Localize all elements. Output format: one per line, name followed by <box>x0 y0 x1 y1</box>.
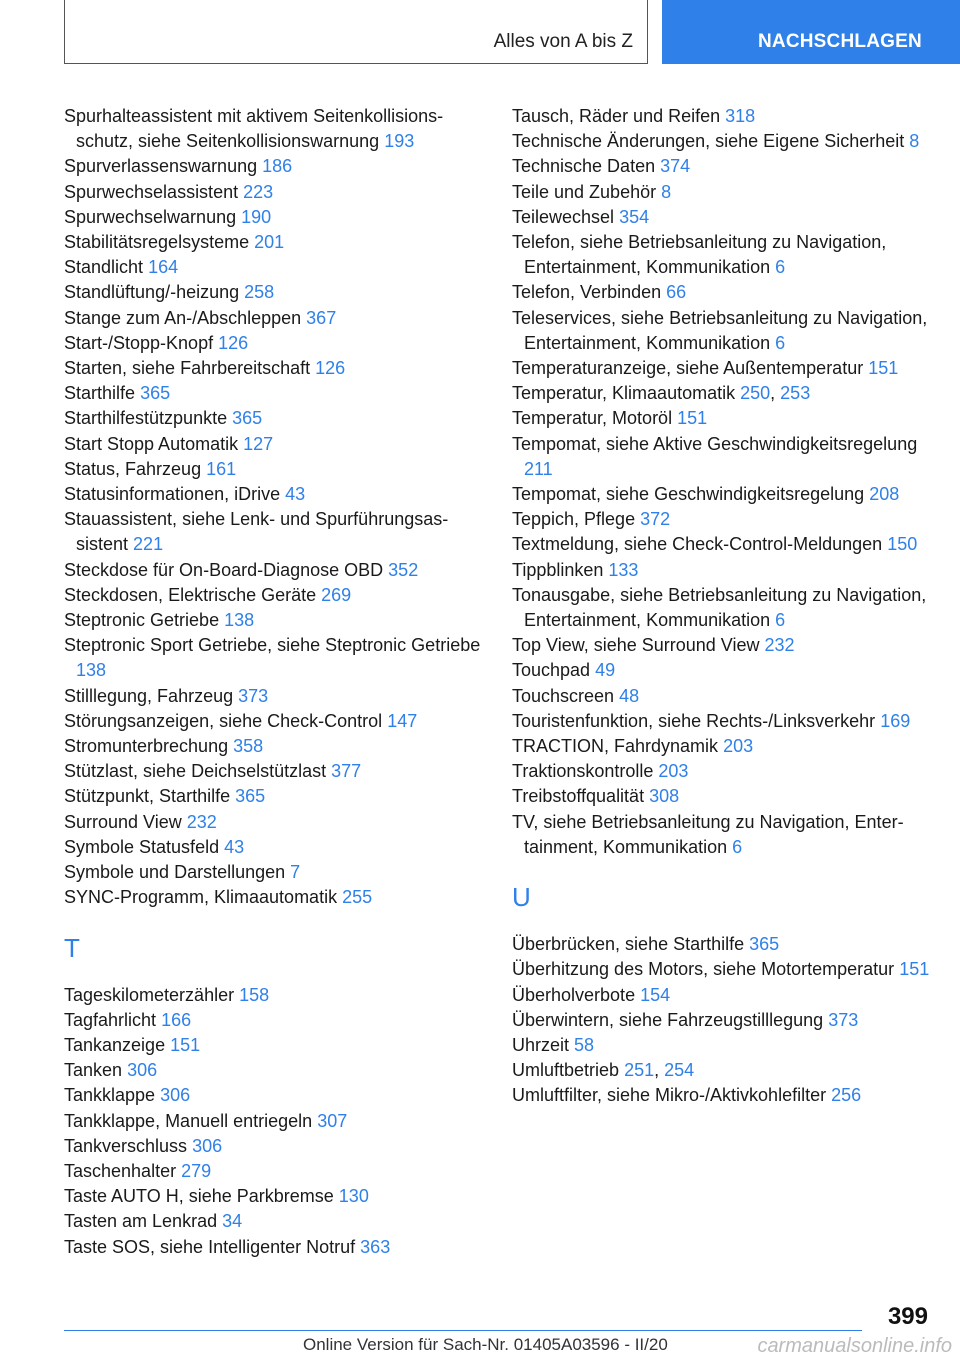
index-list-u <box>512 932 932 1108</box>
index-entry-term: Status, Fahrzeug <box>64 458 202 479</box>
page-reference-link[interactable]: 373 <box>828 1009 859 1030</box>
index-entry-term: Stauassistent, siehe Lenk- und Spurführungsassistent <box>64 509 449 555</box>
index-entry <box>64 983 494 1008</box>
page-reference-link[interactable]: 306 <box>127 1060 158 1081</box>
index-entry <box>64 1184 494 1209</box>
page-reference-link[interactable]: 358 <box>233 736 264 757</box>
index-entry <box>64 180 494 205</box>
index-entry-term: Stützlast, siehe Deichselstützlast <box>64 761 327 782</box>
page-reference-link[interactable]: 306 <box>160 1085 191 1106</box>
index-entry <box>64 734 494 759</box>
index-entry <box>64 457 494 482</box>
page-reference-link[interactable]: 201 <box>254 232 285 253</box>
page-reference-link[interactable]: 126 <box>218 332 249 353</box>
index-entry <box>64 432 494 457</box>
page-reference-link[interactable]: 169 <box>880 710 911 731</box>
page-reference-link[interactable]: 8 <box>909 131 920 152</box>
chapter-tab-label: NACHSCHLAGEN <box>758 31 922 52</box>
index-entry-term: Temperatur, Klimaautomatik <box>512 383 736 404</box>
index-entry <box>64 406 494 431</box>
index-entry <box>512 957 932 982</box>
index-entry <box>64 482 494 507</box>
index-entry-term: Tankklappe <box>64 1085 156 1106</box>
page-reference-link[interactable]: 161 <box>206 458 237 479</box>
page-reference-link[interactable]: 253 <box>780 383 811 404</box>
index-entry-term: Überholverbote <box>512 984 636 1005</box>
index-entry-term: Stange zum An-/Abschleppen <box>64 307 302 328</box>
index-entry-term: Tippblinken <box>512 559 604 580</box>
page-reference-link[interactable]: 164 <box>148 257 179 278</box>
index-entry-term: Starthilfestützpunkte <box>64 408 228 429</box>
page-reference-link[interactable]: 133 <box>608 559 639 580</box>
index-entry <box>64 205 494 230</box>
index-entry-term: Touristenfunktion, siehe Rechts-/Linksverkehr <box>512 710 876 731</box>
page-reference-link[interactable]: 43 <box>224 836 245 857</box>
page-reference-link[interactable]: 138 <box>76 660 107 681</box>
page-reference-link[interactable]: 126 <box>315 358 346 379</box>
page-reference-link[interactable]: 223 <box>243 181 274 202</box>
index-entry <box>512 810 932 860</box>
index-entry-term: Stützpunkt, Starthilfe <box>64 786 231 807</box>
index-entry-term: Überhitzung des Motors, siehe Motortemperatur <box>512 959 895 980</box>
index-entry-term: Symbole Statusfeld <box>64 836 220 857</box>
index-entry-term: Taschenhalter <box>64 1160 177 1181</box>
index-entry-term: Spurhalteassistent mit aktivem Seitenkollisionsschutz, siehe Seitenkollisionswarnung <box>64 106 444 152</box>
page-reference-link[interactable]: 6 <box>775 610 786 631</box>
index-entry-term: Teilewechsel <box>512 206 615 227</box>
index-entry <box>512 684 932 709</box>
page-reference-link[interactable]: 363 <box>360 1236 391 1257</box>
page-reference-link[interactable]: 166 <box>161 1009 192 1030</box>
index-entry <box>64 381 494 406</box>
page-reference-link[interactable]: 306 <box>192 1135 223 1156</box>
index-entry-term: SYNC-Programm, Klimaautomatik <box>64 887 338 908</box>
page-reference-link[interactable]: 374 <box>660 156 691 177</box>
page-reference-link[interactable]: 232 <box>186 811 217 832</box>
index-entry <box>512 482 932 507</box>
page-reference-link[interactable]: 58 <box>574 1034 595 1055</box>
index-entry-term: Standlüftung/-heizung <box>64 282 240 303</box>
index-entry-term: Temperatur, Motoröl <box>512 408 673 429</box>
index-entry <box>512 532 932 557</box>
index-entry <box>64 835 494 860</box>
page-reference-link[interactable]: 138 <box>224 610 255 631</box>
page-reference-link[interactable]: 49 <box>595 660 616 681</box>
page-reference-link[interactable]: 158 <box>239 984 270 1005</box>
index-entry <box>512 558 932 583</box>
page-reference-link[interactable]: 8 <box>661 181 672 202</box>
page-reference-link[interactable]: 258 <box>244 282 275 303</box>
page-reference-link[interactable]: 307 <box>317 1110 348 1131</box>
index-entry-term: Starten, siehe Fahrbereitschaft <box>64 358 311 379</box>
index-entry <box>512 129 932 154</box>
index-entry <box>512 658 932 683</box>
page-reference-link[interactable]: 256 <box>831 1085 862 1106</box>
index-entry-term: Überwintern, siehe Fahrzeugstilllegung <box>512 1009 824 1030</box>
index-entry <box>64 1058 494 1083</box>
page-reference-link[interactable]: 377 <box>331 761 362 782</box>
index-entry-term: Tankanzeige <box>64 1034 166 1055</box>
index-entry-term: Teppich, Pflege <box>512 509 636 530</box>
index-list-t <box>64 983 494 1260</box>
page-reference-link[interactable]: 43 <box>285 484 306 505</box>
index-entry <box>512 280 932 305</box>
index-entry-term: Steptronic Sport Getriebe, siehe Steptronic Getriebe <box>64 635 481 656</box>
index-entry <box>64 759 494 784</box>
page-reference-link[interactable]: 6 <box>775 257 786 278</box>
index-entry <box>64 255 494 280</box>
index-entry <box>512 1083 932 1108</box>
page-reference-link[interactable]: 365 <box>235 786 266 807</box>
index-entry-term: Treibstoffqualität <box>512 786 645 807</box>
index-entry <box>64 1235 494 1260</box>
page-reference-link[interactable]: 190 <box>241 206 272 227</box>
page-reference-link[interactable]: 255 <box>342 887 373 908</box>
chapter-tab[interactable] <box>662 0 960 64</box>
index-entry-term: Tonausgabe, siehe Betriebsanleitung zu Navigation, Entertainment, Kommunikation <box>512 584 927 631</box>
page-reference-link[interactable]: 251 <box>624 1060 655 1081</box>
page-reference-link[interactable]: 208 <box>869 484 900 505</box>
page-reference-link[interactable]: 365 <box>140 383 171 404</box>
index-entry-term: Tageskilometerzähler <box>64 984 235 1005</box>
watermark: carmanualsonline.info <box>757 1335 952 1357</box>
page-reference-link[interactable]: 373 <box>238 685 269 706</box>
index-entry <box>64 1209 494 1234</box>
index-entry-term: Taste AUTO H, siehe Parkbremse <box>64 1186 334 1207</box>
page-reference-link[interactable]: 279 <box>181 1160 212 1181</box>
index-entry <box>64 885 494 910</box>
index-entry-term: Traktionskontrolle <box>512 761 654 782</box>
index-entry-term: Touchpad <box>512 660 591 681</box>
page-reference-link[interactable]: 372 <box>640 509 671 530</box>
index-entry <box>512 180 932 205</box>
section-title: Alles von A bis Z <box>493 31 633 52</box>
index-entry-term: Technische Daten <box>512 156 656 177</box>
index-entry-term: Stromunterbrechung <box>64 736 229 757</box>
index-entry-term: Teile und Zubehör <box>512 181 657 202</box>
index-entry <box>64 306 494 331</box>
index-entry-term: Symbole und Darstellungen <box>64 862 286 883</box>
index-entry <box>64 633 494 683</box>
index-entry <box>512 633 932 658</box>
page-reference-link[interactable]: 352 <box>388 559 419 580</box>
index-entry <box>64 1008 494 1033</box>
page-reference-link[interactable]: 193 <box>384 131 415 152</box>
index-entry <box>512 230 932 280</box>
page-reference-link[interactable]: 232 <box>764 635 795 656</box>
index-list-t-continued <box>512 104 932 860</box>
index-entry <box>512 507 932 532</box>
index-entry-term: Start Stopp Automatik <box>64 433 239 454</box>
index-entry <box>64 104 494 154</box>
page-reference-link[interactable]: 150 <box>887 534 918 555</box>
index-entry <box>64 1033 494 1058</box>
page-reference-link[interactable]: 48 <box>619 685 640 706</box>
index-entry-term: Tempomat, siehe Geschwindigkeitsregelung <box>512 484 865 505</box>
index-entry <box>64 1159 494 1184</box>
index-entry <box>64 230 494 255</box>
index-entry-term: Standlicht <box>64 257 144 278</box>
page-reference-link[interactable]: 211 <box>524 458 553 479</box>
index-entry-term: TV, siehe Betriebsanleitung zu Navigation, Entertainment, Kommunikation <box>512 811 904 857</box>
index-entry-term: Überbrücken, siehe Starthilfe <box>512 934 745 955</box>
index-entry-term: Spurwechselassistent <box>64 181 239 202</box>
page-reference-link[interactable]: 154 <box>640 984 671 1005</box>
index-entry-term: Touchscreen <box>512 685 615 706</box>
index-entry <box>512 1033 932 1058</box>
page-reference-link[interactable]: 221 <box>133 534 164 555</box>
index-entry <box>512 583 932 633</box>
index-entry <box>64 810 494 835</box>
index-entry-term: Spurwechselwarnung <box>64 206 237 227</box>
index-entry <box>512 1008 932 1033</box>
index-entry-term: Tempomat, siehe Aktive Geschwindigkeitsregelung <box>512 433 918 454</box>
index-entry-term: Steptronic Getriebe <box>64 610 220 631</box>
page-reference-link[interactable]: 7 <box>290 862 301 883</box>
index-entry <box>64 684 494 709</box>
page-reference-link[interactable]: 354 <box>619 206 650 227</box>
index-entry: Umluftbetrieb 251, 254 <box>512 1060 695 1081</box>
index-entry-term: Tankverschluss <box>64 1135 188 1156</box>
page-reference-link[interactable]: 318 <box>725 106 756 126</box>
index-entry <box>64 280 494 305</box>
index-entry <box>64 860 494 885</box>
page-reference-link[interactable]: 254 <box>664 1060 695 1081</box>
index-entry-term: Uhrzeit <box>512 1034 570 1055</box>
index-entry <box>512 356 932 381</box>
page-reference-link[interactable]: 147 <box>387 710 418 731</box>
index-entry <box>64 558 494 583</box>
index-entry <box>512 932 932 957</box>
page-reference-link[interactable]: 127 <box>243 433 274 454</box>
page-reference-link[interactable]: 269 <box>321 584 352 605</box>
index-entry <box>64 608 494 633</box>
page-number: 399 <box>887 1303 928 1330</box>
index-entry <box>64 356 494 381</box>
index-entry-term: Stilllegung, Fahrzeug <box>64 685 234 706</box>
index-entry-term: Start-/Stopp-Knopf <box>64 332 214 353</box>
index-entry <box>512 154 932 179</box>
page-reference-link[interactable]: 6 <box>732 836 743 857</box>
index-column-left <box>64 104 494 1260</box>
index-entry-term: Taste SOS, siehe Intelligenter Notruf <box>64 1236 356 1257</box>
page-reference-link[interactable]: 66 <box>666 282 687 303</box>
index-entry <box>512 104 932 129</box>
index-entry-term: Tasten am Lenkrad <box>64 1211 218 1232</box>
page-reference-link[interactable]: 6 <box>775 332 786 353</box>
index-entry-term: Umluftfilter, siehe Mikro-/Aktivkohlefilter <box>512 1085 827 1106</box>
index-entry: Temperatur, Klimaautomatik 250, 253 <box>512 383 811 404</box>
index-entry <box>512 983 932 1008</box>
index-entry <box>64 1109 494 1134</box>
index-entry <box>64 331 494 356</box>
letter-heading-t: T <box>64 932 80 963</box>
page-reference-link[interactable]: 203 <box>658 761 689 782</box>
index-entry-term: Tausch, Räder und Reifen <box>512 106 721 126</box>
index-entry <box>64 709 494 734</box>
letter-heading-u: U <box>512 882 531 913</box>
online-version-note: Online Version für Sach-Nr. 01405A03596 - II/20 <box>303 1335 668 1354</box>
index-entry-term: Umluftbetrieb <box>512 1060 620 1081</box>
index-entry <box>512 709 932 734</box>
page-reference-link[interactable]: 151 <box>868 358 899 379</box>
index-entry-term: Textmeldung, siehe Check-Control-Meldungen <box>512 534 883 555</box>
index-entry <box>512 306 932 356</box>
index-entry-term: Störungsanzeigen, siehe Check-Control <box>64 710 383 731</box>
page-reference-link[interactable]: 130 <box>338 1186 369 1207</box>
index-entry <box>512 734 932 759</box>
page-reference-link[interactable]: 365 <box>749 934 780 955</box>
index-entry-term: Steckdosen, Elektrische Geräte <box>64 584 317 605</box>
page-reference-link[interactable]: 34 <box>222 1211 243 1232</box>
index-entry-term: Tagfahrlicht <box>64 1009 157 1030</box>
index-entry <box>64 1083 494 1108</box>
index-entry-term: Spurverlassenswarnung <box>64 156 258 177</box>
page-reference-link[interactable]: 186 <box>262 156 293 177</box>
index-entry <box>64 507 494 557</box>
index-entry-term: Technische Änderungen, siehe Eigene Sicherheit <box>512 131 905 152</box>
footer-divider <box>64 1330 862 1331</box>
index-entry-term: Teleservices, siehe Betriebsanleitung zu Navigation, Entertainment, Kommunikation <box>512 307 928 353</box>
index-entry-term: Starthilfe <box>64 383 136 404</box>
index-entry <box>512 205 932 230</box>
page-reference-link[interactable]: 250 <box>740 383 771 404</box>
page-reference-link[interactable]: 367 <box>306 307 337 328</box>
index-entry-term: Temperaturanzeige, siehe Außentemperatur <box>512 358 864 379</box>
index-entry-term: Top View, siehe Surround View <box>512 635 760 656</box>
index-list-s <box>64 104 494 911</box>
index-entry-term: Surround View <box>64 811 182 832</box>
index-entry-term: Statusinformationen, iDrive <box>64 484 281 505</box>
page-reference-link[interactable]: 151 <box>677 408 708 429</box>
index-entry-term: Telefon, Verbinden <box>512 282 662 303</box>
header-section-box <box>64 0 648 64</box>
page-reference-link[interactable]: 203 <box>723 736 754 757</box>
index-entry-term: Telefon, siehe Betriebsanleitung zu Navigation, Entertainment, Kommunikation <box>512 232 887 278</box>
index-entry-term: TRACTION, Fahrdynamik <box>512 736 719 757</box>
index-entry-term: Steckdose für On-Board-Diagnose OBD <box>64 559 384 580</box>
index-entry <box>64 583 494 608</box>
index-entry <box>512 784 932 809</box>
index-entry <box>512 432 932 482</box>
page-reference-link[interactable]: 151 <box>899 959 930 980</box>
index-entry <box>64 154 494 179</box>
page-reference-link[interactable]: 151 <box>170 1034 201 1055</box>
index-entry <box>512 406 932 431</box>
index-entry-term: Tanken <box>64 1060 123 1081</box>
index-entry-term: Stabilitätsregelsysteme <box>64 232 250 253</box>
index-column-right <box>512 104 932 1109</box>
page-reference-link[interactable]: 308 <box>649 786 680 807</box>
index-entry <box>64 1134 494 1159</box>
index-entry <box>64 784 494 809</box>
index-entry-term: Tankklappe, Manuell entriegeln <box>64 1110 313 1131</box>
index-entry <box>512 759 932 784</box>
page-reference-link[interactable]: 365 <box>232 408 263 429</box>
